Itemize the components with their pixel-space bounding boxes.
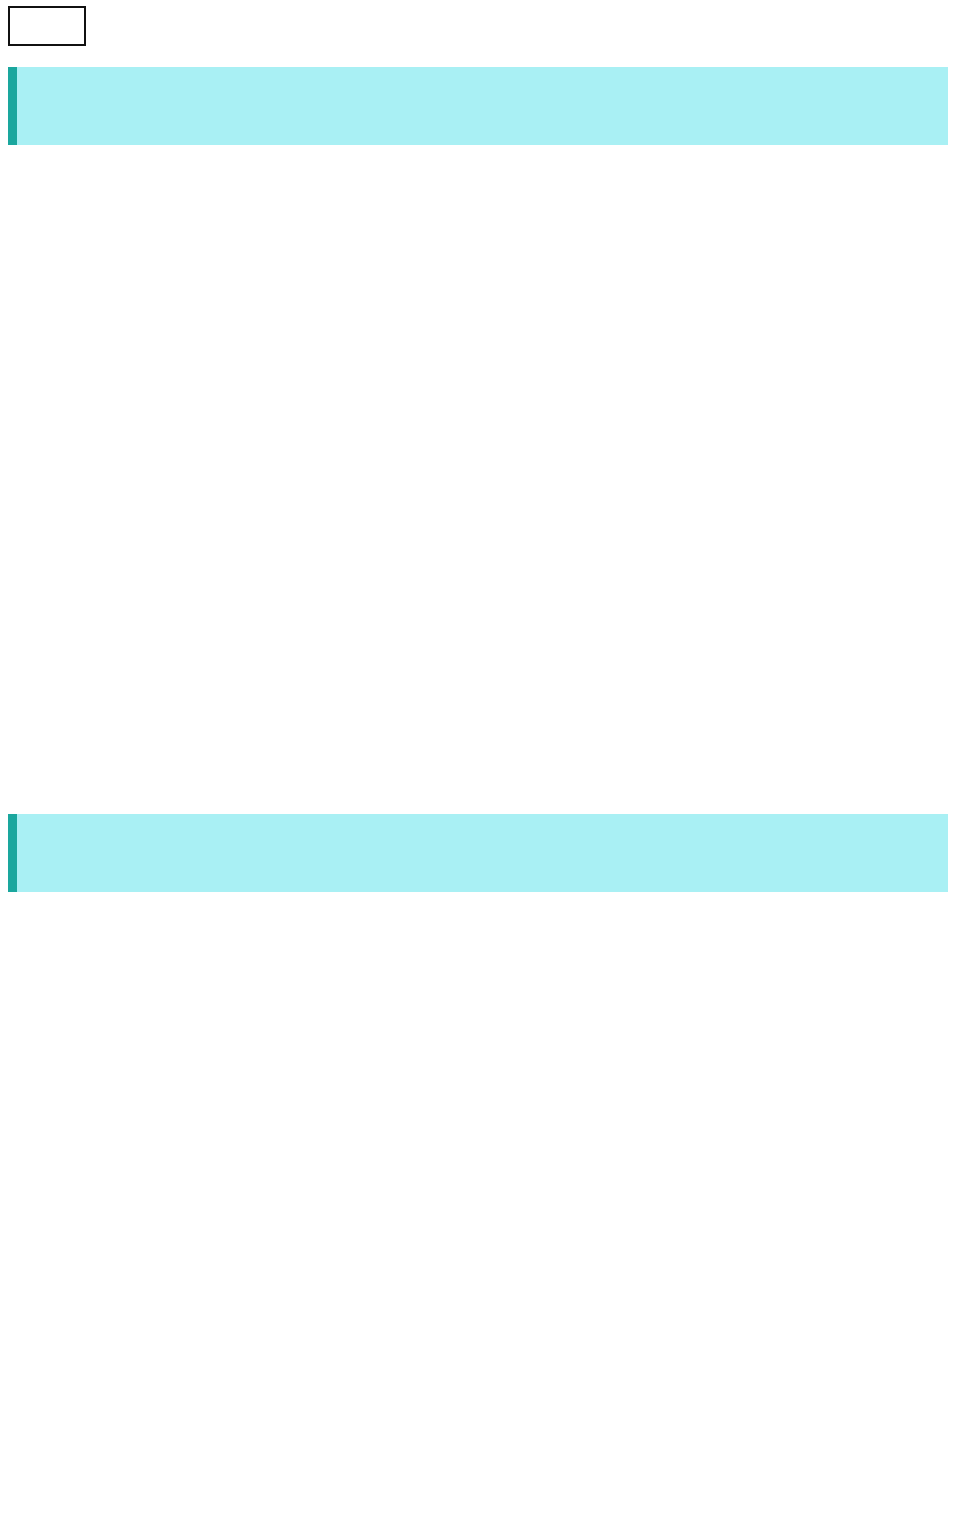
exercise-number: [8, 6, 86, 46]
section-header-punctuation: [8, 814, 948, 892]
section-header-reasons: [8, 67, 948, 145]
